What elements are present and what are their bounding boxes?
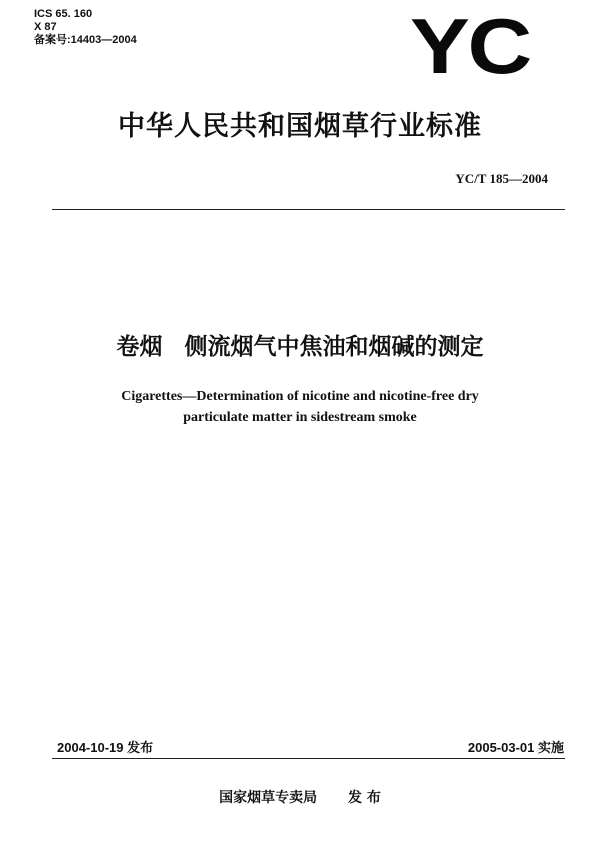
ics-code: ICS 65. 160 [34,8,93,20]
issue-date: 2004-10-19 发布 [57,740,154,755]
effective-date: 2005-03-01 实施 [467,740,564,755]
document-title-en [0,386,600,428]
title-en-line-2: particulate matter in sidestream smoke [183,410,417,425]
class-code: X 87 [34,21,57,33]
issuer-name: 国家烟草专卖局 [219,790,318,806]
document-title-cn: 卷烟 侧流烟气中焦油和烟碱的测定 [116,334,484,360]
bottom-divider [52,758,565,759]
title-en-line-1: Cigarettes—Determination of nicotine and nicotine-free dry [121,389,479,404]
standard-number: YC/T 185—2004 [455,171,548,186]
issuer-action: 发 布 [348,790,381,806]
yc-logo: YC [410,2,531,90]
record-number: 备案号:14403—2004 [34,34,137,46]
classification-block [34,8,137,47]
standard-title: 中华人民共和国烟草行业标准 [118,111,482,142]
issuer-line [0,787,600,807]
top-divider [52,209,565,210]
